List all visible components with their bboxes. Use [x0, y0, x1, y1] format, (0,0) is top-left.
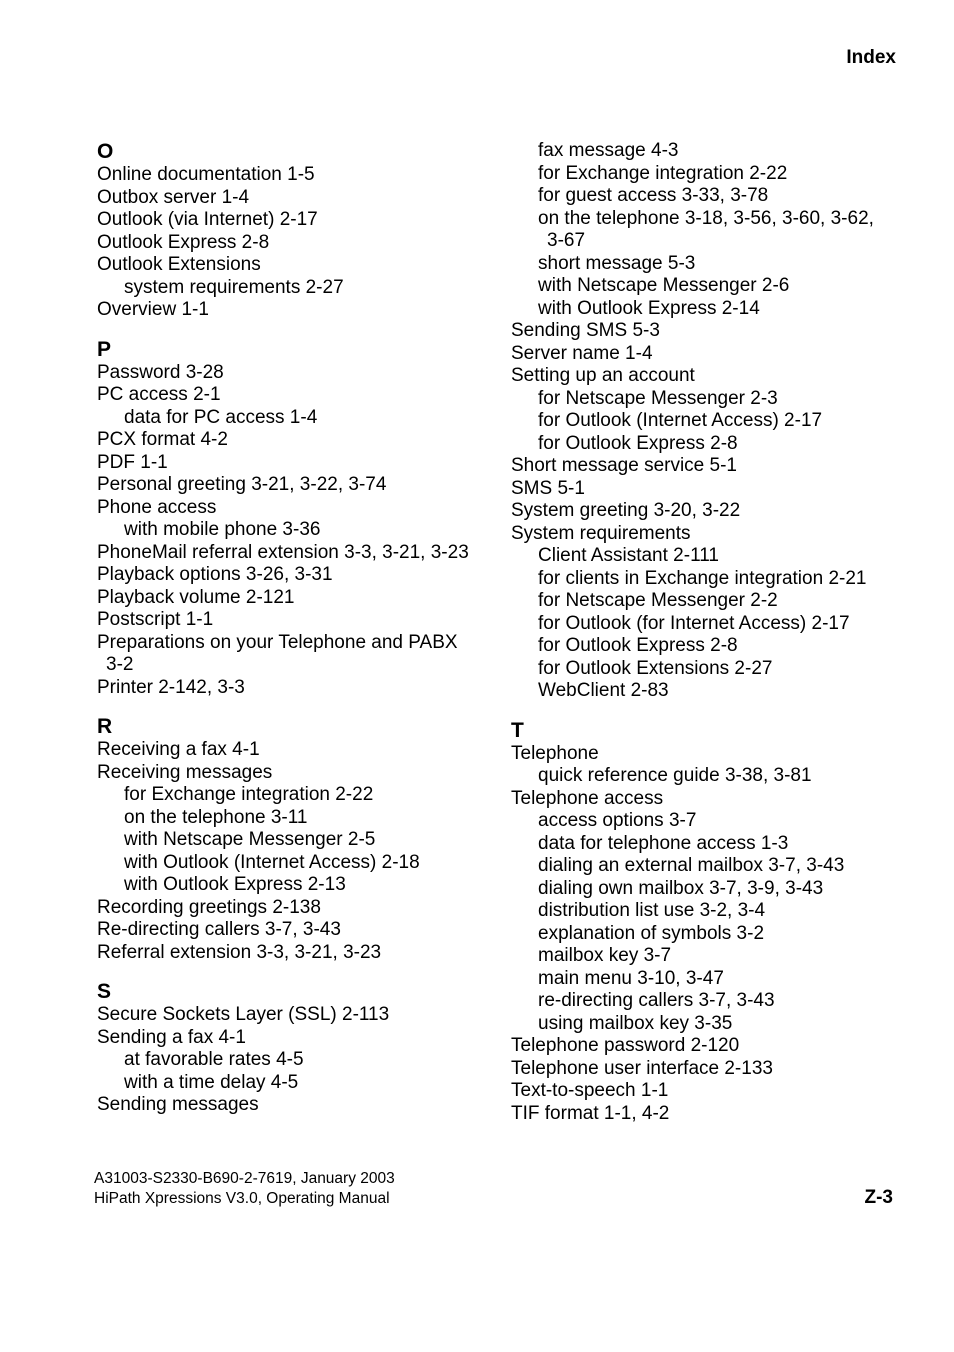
- index-entry: System requirements: [511, 522, 691, 544]
- index-entry: 3-2: [106, 654, 134, 675]
- footer-document-info: [94, 1169, 395, 1209]
- index-entry: Personal greeting 3-21, 3-22, 3-74: [97, 474, 387, 495]
- index-subentry: for Netscape Messenger 2-3: [538, 387, 778, 409]
- index-subentry: using mailbox key 3-35: [538, 1012, 733, 1034]
- index-subentry: main menu 3-10, 3-47: [538, 967, 724, 989]
- index-subentry: with Outlook (Internet Access) 2-18: [124, 851, 420, 873]
- index-entry: TIF format 1-1, 4-2: [511, 1102, 670, 1124]
- index-subentry: dialing an external mailbox 3-7, 3-43: [538, 855, 845, 876]
- index-entry: Playback volume 2-121: [97, 586, 295, 608]
- footer-document-number: A31003-S2330-B690-2-7619, January 2003: [94, 1170, 395, 1187]
- index-subentry: distribution list use 3-2, 3-4: [538, 900, 766, 921]
- index-entry: Password 3-28: [97, 361, 224, 383]
- index-subentry: system requirements 2-27: [124, 276, 344, 298]
- index-entry: Text-to-speech 1-1: [511, 1080, 669, 1101]
- index-subentry: explanation of symbols 3-2: [538, 922, 765, 944]
- index-entry: Outlook Extensions: [97, 254, 261, 275]
- index-subentry: data for PC access 1-4: [124, 406, 318, 428]
- index-entry: Outlook (via Internet) 2-17: [97, 209, 318, 230]
- index-entry: Playback options 3-26, 3-31: [97, 564, 333, 585]
- index-entry: PC access 2-1: [97, 384, 221, 405]
- index-entry: Overview 1-1: [97, 299, 209, 320]
- index-entry: Printer 2-142, 3-3: [97, 676, 245, 698]
- index-entry: Receiving a fax 4-1: [97, 739, 260, 760]
- index-entry: Secure Sockets Layer (SSL) 2-113: [97, 1004, 390, 1025]
- index-subentry: 3-67: [547, 230, 586, 251]
- index-subentry: data for telephone access 1-3: [538, 832, 789, 854]
- index-entry: PCX format 4-2: [97, 429, 228, 450]
- index-subentry: for Exchange integration 2-22: [538, 162, 788, 184]
- index-subentry: short message 5-3: [538, 252, 696, 274]
- index-entry: Telephone access: [511, 787, 664, 809]
- index-entry: SMS 5-1: [511, 477, 585, 499]
- index-letter-heading: T: [511, 718, 524, 742]
- index-subentry: for Netscape Messenger 2-2: [538, 590, 778, 611]
- index-entry: Telephone password 2-120: [511, 1035, 740, 1056]
- index-entry: Referral extension 3-3, 3-21, 3-23: [97, 941, 382, 963]
- index-entry: Telephone: [511, 742, 599, 764]
- index-entry: Preparations on your Telephone and PABX: [97, 631, 458, 653]
- index-letter-heading: S: [97, 980, 112, 1003]
- index-letter-heading: O: [97, 140, 114, 163]
- index-subentry: for Outlook Express 2-8: [538, 432, 738, 454]
- index-subentry: for Outlook (Internet Access) 2-17: [538, 410, 823, 431]
- index-subentry: for Outlook Extensions 2-27: [538, 657, 773, 679]
- index-subentry: with Outlook Express 2-14: [538, 297, 760, 319]
- index-subentry: with Netscape Messenger 2-5: [124, 829, 376, 850]
- index-entry: Recording greetings 2-138: [97, 896, 321, 918]
- index-subentry: for Exchange integration 2-22: [124, 784, 374, 805]
- index-entry: Server name 1-4: [511, 342, 653, 364]
- index-entry: Postscript 1-1: [97, 609, 214, 630]
- index-subentry: quick reference guide 3-38, 3-81: [538, 765, 812, 786]
- index-entry: Sending messages: [97, 1094, 259, 1115]
- page-number: Z-3: [864, 1187, 893, 1208]
- index-subentry: re-directing callers 3-7, 3-43: [538, 990, 775, 1011]
- index-entry: Phone access: [97, 496, 217, 518]
- index-entry: PhoneMail referral extension 3-3, 3-21, 3-23: [97, 541, 469, 563]
- index-entry: Sending SMS 5-3: [511, 320, 660, 341]
- index-entry: Re-directing callers 3-7, 3-43: [97, 919, 341, 940]
- index-subentry: fax message 4-3: [538, 140, 679, 161]
- index-entry: Online documentation 1-5: [97, 164, 315, 185]
- index-subentry: WebClient 2-83: [538, 680, 669, 701]
- index-subentry: for clients in Exchange integration 2-21: [538, 567, 867, 589]
- index-subentry: with Outlook Express 2-13: [124, 874, 346, 895]
- index-subentry: for guest access 3-33, 3-78: [538, 185, 769, 206]
- index-subentry: on the telephone 3-18, 3-56, 3-60, 3-62,: [538, 207, 874, 229]
- index-entry: Setting up an account: [511, 365, 695, 386]
- footer-manual-title: HiPath Xpressions V3.0, Operating Manual: [94, 1190, 390, 1207]
- index-subentry: with Netscape Messenger 2-6: [538, 275, 790, 296]
- index-entry: Receiving messages: [97, 761, 273, 783]
- index-subentry: on the telephone 3-11: [124, 806, 308, 828]
- index-subentry: access options 3-7: [538, 810, 697, 831]
- index-subentry: Client Assistant 2-111: [538, 545, 719, 566]
- index-letter-heading: R: [97, 715, 113, 738]
- index-entry: System greeting 3-20, 3-22: [511, 500, 741, 521]
- index-entry: Sending a fax 4-1: [97, 1026, 246, 1048]
- index-entry: Outlook Express 2-8: [97, 231, 270, 253]
- index-subentry: with mobile phone 3-36: [124, 519, 321, 540]
- index-subentry: dialing own mailbox 3-7, 3-9, 3-43: [538, 877, 824, 899]
- index-subentry: at favorable rates 4-5: [124, 1049, 304, 1070]
- index-entry: PDF 1-1: [97, 451, 168, 473]
- index-entry: Short message service 5-1: [511, 455, 737, 476]
- index-subentry: mailbox key 3-7: [538, 945, 672, 966]
- index-column-right: [511, 140, 911, 1125]
- index-subentry: for Outlook (for Internet Access) 2-17: [538, 612, 850, 634]
- index-subentry: with a time delay 4-5: [124, 1071, 299, 1093]
- page-header-title: Index: [846, 47, 896, 68]
- index-entry: Outbox server 1-4: [97, 186, 250, 208]
- index-entry: Telephone user interface 2-133: [511, 1057, 773, 1079]
- index-column-left: [97, 140, 497, 1117]
- index-subentry: for Outlook Express 2-8: [538, 635, 738, 656]
- index-letter-heading: P: [97, 337, 112, 361]
